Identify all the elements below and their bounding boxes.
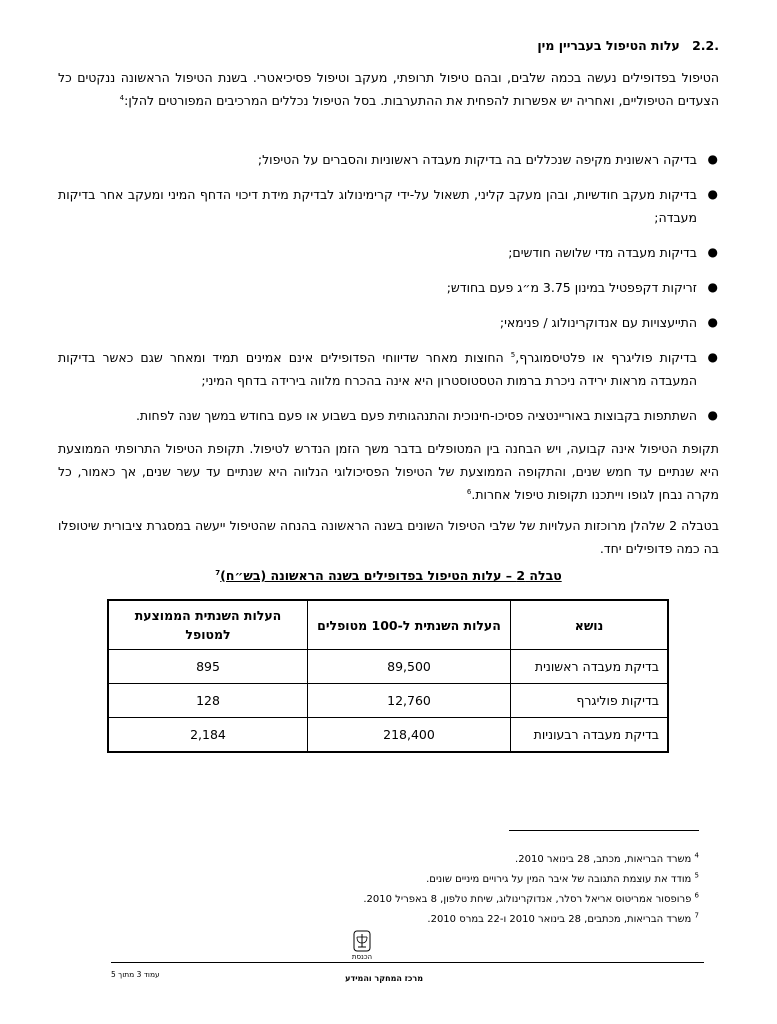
header-annual-100: העלות השנתית ל-100 מטופלים bbox=[308, 600, 511, 650]
footnote-ref-7[interactable]: 7 bbox=[215, 568, 221, 577]
list-item bbox=[58, 276, 719, 299]
footnote-number: 7 bbox=[694, 911, 699, 920]
footnote-number: 6 bbox=[694, 891, 699, 900]
section-heading bbox=[58, 38, 719, 53]
treatment-components-list bbox=[58, 148, 719, 439]
bullet-icon: ● bbox=[707, 187, 718, 201]
table-row bbox=[108, 650, 668, 684]
duration-text: תקופת הטיפול אינה קבועה, ויש הבחנה בין המטופלים בדבר משך הזמן הנדרש לטיפול. תקופת הטיפול התרופתי הממוצעת היא שנתיים עד חמש שנים, והתקופה הממוצעת של הטיפול הפסיכולוגי הנלווה היא שנתיים עד עשר שנים, אך כאמור, כל מקרה נבחן לגופו וייתכנו תקופות טיפול אחרות. bbox=[58, 441, 719, 502]
list-item bbox=[58, 346, 719, 392]
footnote bbox=[99, 870, 699, 890]
bullet-icon: ● bbox=[707, 152, 718, 166]
list-item-text: זריקות דקפפטיל במינון 3.75 מ״ג פעם בחודש; bbox=[446, 280, 697, 295]
page-number: עמוד 3 מתוך 5 bbox=[111, 970, 160, 979]
list-item bbox=[58, 311, 719, 334]
footnote-number: 4 bbox=[694, 851, 699, 860]
table-intro-text: בטבלה 2 שלהלן מרוכזות העלויות של שלבי הטיפול השונים בשנה הראשונה בהנחה שהטיפול ייעשה במסגרת ציבורית שיטופלו בה כמה פדופילים יחד. bbox=[58, 518, 719, 556]
bullet-icon: ● bbox=[707, 408, 718, 422]
footnote-text: מודד את עוצמת התגובה של איבר המין על גירויים מיניים שונים. bbox=[426, 874, 692, 885]
list-item-text-continued: החוצות מאחר שדיווחי הפדופילים אינם אמינים תמיד ומאחר שגם כאשר בדיקות המעבדה מראות ירידה ניכרת ברמות הטסטוסטרון היא אינה בהכרח מלווה בירידה בדחף המיני; bbox=[58, 350, 697, 388]
header-topic: נושא bbox=[511, 600, 669, 650]
knesset-label: הכנסת bbox=[351, 953, 373, 961]
footnote-text: פרופסור אמריטוס אריאל רסלר, אנדוקרינולוג, שיחת טלפון, 8 באפריל 2010. bbox=[363, 894, 692, 905]
list-item-text: בדיקה ראשונית מקיפה שנכללים בה בדיקות מעבדה ראשוניות והסברים על הטיפול; bbox=[257, 152, 697, 167]
footnote-ref-6[interactable]: 6 bbox=[466, 487, 472, 496]
cell-topic: בדיקת מעבדה ראשונית bbox=[511, 650, 669, 684]
footer-rule bbox=[111, 962, 704, 963]
list-item bbox=[58, 183, 719, 229]
intro-text: הטיפול בפדופילים נעשה בכמה שלבים, ובהם טיפול תרופתי, מעקב וטיפול פסיכיאטרי. בשנת הטיפול הראשונה ננקטים כל הצעדים הטיפוליים, ואחריה יש אפשרות להפחית את ההתערבות. בסל הטיפול נכללים המרכיבים המפורטים להלן: bbox=[58, 70, 719, 108]
table-row bbox=[108, 718, 668, 753]
list-item bbox=[58, 404, 719, 427]
research-center-name: מרכז המחקר והמידע bbox=[345, 974, 423, 983]
list-item bbox=[58, 148, 719, 171]
cell-topic: בדיקות פוליגרף bbox=[511, 684, 669, 718]
table-caption bbox=[0, 568, 777, 583]
bullet-icon: ● bbox=[707, 280, 718, 294]
list-item bbox=[58, 241, 719, 264]
header-annual-avg: העלות השנתית הממוצעת למטופל bbox=[108, 600, 308, 650]
footnote-ref-5[interactable]: 5 bbox=[510, 350, 516, 359]
table-intro-paragraph bbox=[58, 514, 719, 560]
knesset-emblem-icon bbox=[351, 930, 373, 952]
cell-annual-avg: 128 bbox=[108, 684, 308, 718]
footnote-separator bbox=[509, 830, 699, 831]
list-item-text: בדיקות מעקב חודשיות, ובהן מעקב קליני, תשאול על-ידי קרימינולוג לבדיקת מידת דיכוי הדחף המיני ומעקב אחר בדיקות מעבדה; bbox=[58, 187, 697, 225]
section-number: .2.2 bbox=[692, 38, 719, 53]
footnote bbox=[99, 890, 699, 910]
footnote-text: משרד הבריאות, מכתבים, 28 בינואר 2010 ו-22 במרס 2010. bbox=[427, 914, 692, 925]
table-title: טבלה 2 – עלות הטיפול בפדופילים בשנה הראשונה (בש״ח) bbox=[220, 568, 562, 583]
cell-annual-avg: 2,184 bbox=[108, 718, 308, 753]
cell-annual-100: 12,760 bbox=[308, 684, 511, 718]
duration-paragraph bbox=[58, 437, 719, 506]
footnote bbox=[99, 850, 699, 870]
list-item-text: התייעצויות עם אנדוקרינולוג / פנימאי; bbox=[499, 315, 697, 330]
cost-table bbox=[107, 599, 669, 753]
table-row bbox=[108, 684, 668, 718]
footnote-number: 5 bbox=[694, 871, 699, 880]
footnotes bbox=[99, 850, 699, 930]
bullet-icon: ● bbox=[707, 315, 718, 329]
list-item-text: בדיקות מעבדה מדי שלושה חודשים; bbox=[508, 245, 697, 260]
intro-paragraph bbox=[58, 66, 719, 112]
section-title: עלות הטיפול בעבריין מין bbox=[537, 38, 680, 53]
footnote-text: משרד הבריאות, מכתב, 28 בינואר 2010. bbox=[515, 854, 692, 865]
cell-annual-100: 89,500 bbox=[308, 650, 511, 684]
bullet-icon: ● bbox=[707, 350, 718, 364]
cell-annual-avg: 895 bbox=[108, 650, 308, 684]
table-header-row bbox=[108, 600, 668, 650]
footnote-ref-4[interactable]: 4 bbox=[119, 93, 125, 102]
list-item-text: בדיקות פוליגרף או פלטיסמוגרף, bbox=[515, 350, 697, 365]
footnote bbox=[99, 910, 699, 930]
cell-topic: בדיקת מעבדה רבעוניות bbox=[511, 718, 669, 753]
list-item-text: השתתפות בקבוצות באוריינטציה פסיכו-חינוכית והתנהגותית פעם בשבוע או פעם בחודש במשך שנה לפחות. bbox=[135, 408, 697, 423]
bullet-icon: ● bbox=[707, 245, 718, 259]
cell-annual-100: 218,400 bbox=[308, 718, 511, 753]
